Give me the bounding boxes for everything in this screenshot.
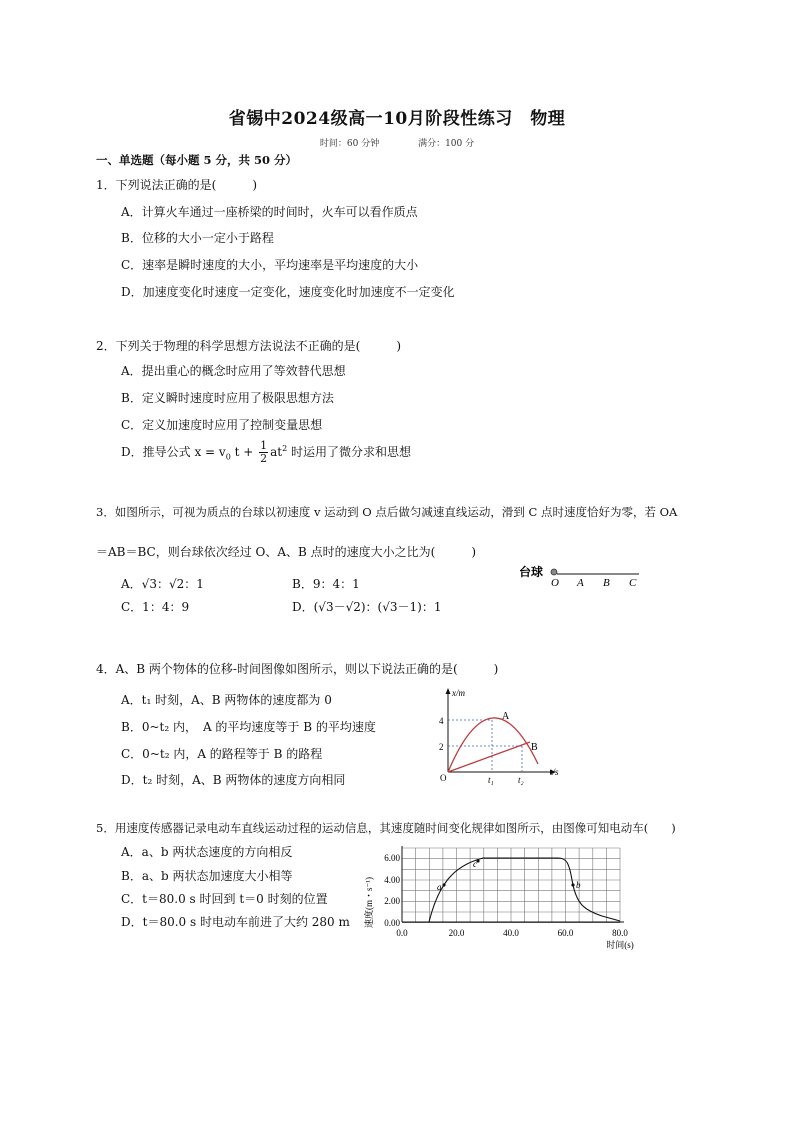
formula-part: t + [234, 445, 254, 459]
billiard-figure [515, 560, 650, 590]
y-tick: 2.00 [384, 896, 400, 906]
xt-graph [430, 686, 570, 786]
ball-label: 台球 [519, 565, 544, 579]
q3-option-b: B．9：4：1 [292, 577, 360, 591]
formula-part: x = v [194, 445, 226, 459]
point-c: C [629, 577, 637, 589]
y-tick: 4.00 [384, 875, 400, 885]
q5-stem: 5．用速度传感器记录电动车直线运动过程的运动信息，其速度随时间变化规律如图所示，由图像可知电动车( ) [96, 821, 676, 835]
q1-stem: 1．下列说法正确的是( ) [96, 178, 257, 192]
q2-option-a: A．提出重心的概念时应用了等效替代思想 [121, 364, 346, 378]
exam-score: 满分：100 分 [418, 139, 475, 149]
q5-option-a: A．a、b 两状态速度的方向相反 [121, 845, 293, 859]
curve-a [448, 718, 538, 772]
q3-stem-line1: 3．如图所示，可视为质点的台球以初速度 v 运动到 O 点后做匀减速直线运动，滑到 C 点时速度恰好为零，若 OA [96, 505, 678, 519]
x-axis-label: t/s [550, 767, 559, 777]
point-a-label: a [437, 882, 442, 892]
q4-option-d: D．t₂ 时刻，A、B 两物体的速度方向相同 [121, 773, 346, 787]
q5-option-d: D．t＝80.0 s 时电动车前进了大约 280 m [121, 915, 350, 929]
y-axis-label: 速度(m・s⁻¹) [364, 877, 374, 928]
x-tick: 0.0 [396, 928, 408, 938]
q4-option-c: C．0~t₂ 内，A 的路程等于 B 的路程 [121, 747, 323, 761]
fraction [259, 440, 268, 465]
x-tick: 20.0 [448, 928, 465, 938]
section-heading: 一、单选题（每小题 5 分，共 50 分） [96, 153, 298, 167]
page-title: 省锡中2024级高一10月阶段性练习 物理 [228, 109, 566, 129]
q3-stem-line2: ＝AB＝BC，则台球依次经过 O、A、B 点时的速度大小之比为( ) [96, 545, 477, 559]
grid [402, 848, 620, 923]
q2-d-prefix: D．推导公式 [121, 445, 191, 459]
exam-time: 时间：60 分钟 [319, 139, 380, 149]
point-b-marker [571, 883, 574, 886]
q3-option-d: D．(√3－√2)：(√3－1)：1 [292, 600, 442, 614]
curve-a-label: A [502, 711, 510, 722]
x-tick: 60.0 [557, 928, 574, 938]
q1-option-b: B．位移的大小一定小于路程 [121, 231, 274, 245]
y-tick: 0.00 [384, 918, 400, 928]
point-a-marker [442, 883, 445, 886]
y-axis-arrow [446, 688, 451, 694]
formula-part: at [270, 445, 283, 459]
x-tick-t2: t₂ [518, 775, 524, 785]
q2-option-b: B．定义瞬时速度时应用了极限思想方法 [121, 391, 334, 405]
fraction-denominator: 2 [260, 452, 268, 465]
formula-subscript: 0 [225, 452, 231, 462]
point-b-label: b [576, 880, 581, 890]
q2-option-c: C．定义加速度时应用了控制变量思想 [121, 418, 323, 432]
q2-d-formula [194, 439, 291, 465]
y-tick-4: 4 [439, 716, 444, 726]
q3-option-c: C．1：4：9 [121, 600, 190, 614]
vt-graph [362, 840, 647, 955]
q2-option-d [121, 440, 411, 465]
q1-option-a: A．计算火车通过一座桥梁的时间时，火车可以看作质点 [121, 205, 418, 219]
formula-superscript: 2 [282, 444, 288, 453]
origin-label: O [440, 773, 447, 783]
q5-option-c: C．t＝80.0 s 时回到 t＝0 时刻的位置 [121, 892, 328, 906]
x-tick: 80.0 [612, 928, 628, 938]
x-tick-t1: t₁ [488, 775, 494, 785]
ball-icon [551, 569, 557, 575]
q3-option-a: A．√3：√2：1 [121, 577, 204, 591]
q4-stem: 4．A、B 两个物体的位移-时间图像如图所示，则以下说法正确的是( ) [96, 662, 499, 676]
point-b: B [603, 577, 610, 589]
line-b-label: B [531, 742, 538, 753]
q1-option-d: D．加速度变化时速度一定变化，速度变化时加速度不一定变化 [121, 285, 455, 299]
point-c-label: c [473, 859, 477, 869]
point-a: A [577, 577, 584, 589]
exam-info [0, 136, 794, 149]
x-axis-label: 时间(s) [606, 940, 634, 950]
q2-d-suffix: 时运用了微分求和思想 [291, 445, 412, 459]
point-o: O [551, 577, 559, 589]
x-tick: 40.0 [503, 928, 519, 938]
q5-option-b: B．a、b 两状态加速度大小相等 [121, 869, 293, 883]
q1-option-c: C．速率是瞬时速度的大小，平均速率是平均速度的大小 [121, 258, 419, 272]
fraction-numerator: 1 [260, 439, 268, 452]
q4-option-a: A．t₁ 时刻，A、B 两物体的速度都为 0 [121, 693, 332, 707]
y-tick-2: 2 [439, 742, 444, 752]
q2-stem: 2．下列关于物理的科学思想方法说法不正确的是( ) [96, 339, 402, 353]
y-tick: 6.00 [384, 853, 400, 863]
q4-option-b: B．0~t₂ 内， A 的平均速度等于 B 的平均速度 [121, 720, 376, 734]
y-axis-label: x/m [452, 688, 465, 698]
